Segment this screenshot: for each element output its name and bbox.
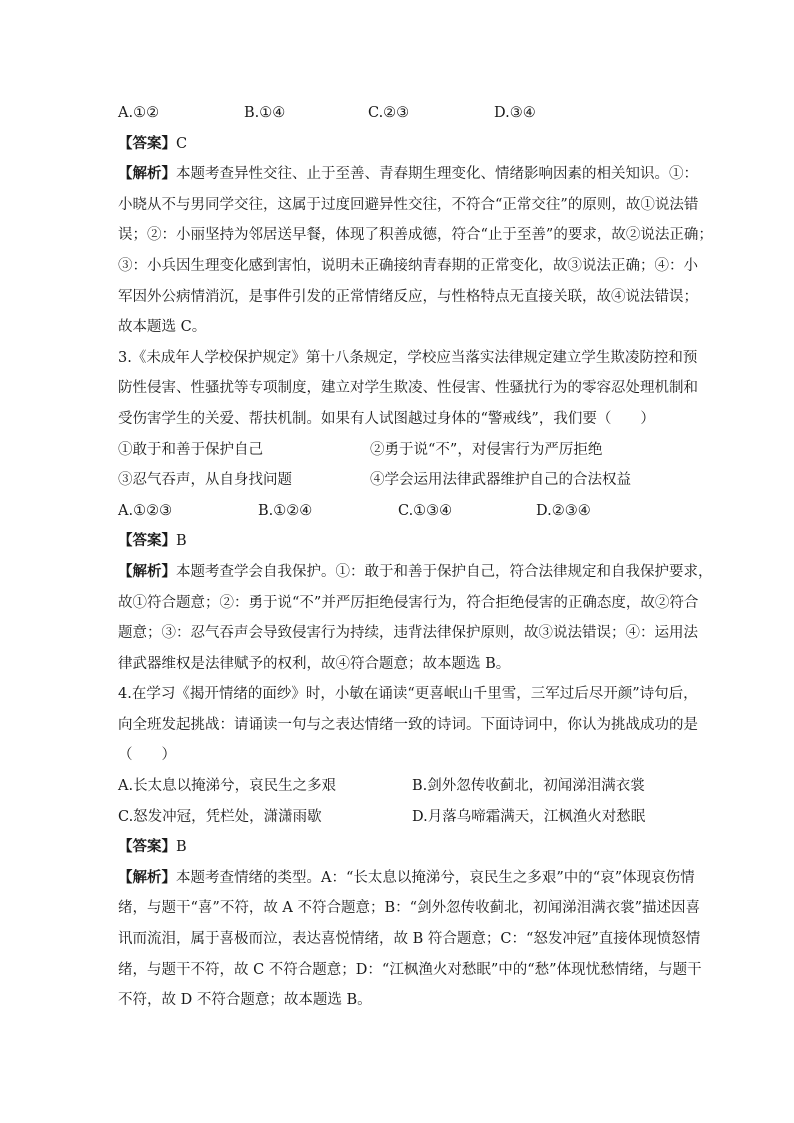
q3-stem-line: 防性侵害、性骚扰等专项制度，建立对学生欺凌、性侵害、性骚扰行为的零容忍处理机制和: [118, 380, 698, 397]
q2-analysis-line: 故本题选 C。: [118, 319, 207, 336]
analysis-text: 本题考查学会自我保护。①：敢于和善于保护自己，符合法律规定和自我保护要求，: [176, 563, 713, 580]
q2-option-a: A.①②: [118, 105, 160, 121]
answer-label: 【答案】: [118, 532, 176, 550]
analysis-text: 本题考查情绪的类型。A：“长太息以掩涕兮，哀民生之多艰”中的“哀”体现哀伤情: [176, 869, 695, 886]
q2-analysis-line: ③：小兵因生理变化感到害怕，说明未正确接纳青春期的正常变化，故③说法正确；④：小: [118, 257, 698, 274]
answer-value: C: [176, 135, 188, 152]
q4-option-a: A.长太息以掩涕兮，哀民生之多艰: [118, 778, 337, 795]
q3-item-3: ③忍气吞声，从自身找问题: [118, 472, 292, 489]
q2-option-c: C.②③: [368, 105, 410, 121]
q4-option-b: B.剑外忽传收蓟北，初闻涕泪满衣裳: [412, 778, 645, 795]
q3-stem-line: 3.《未成年人学校保护规定》第十八条规定，学校应当落实法律规定建立学生欺凌防控和预: [118, 349, 698, 366]
q3-option-b: B.①②④: [258, 502, 313, 519]
q2-analysis-line: 军因外公病情消沉，是事件引发的正常情绪反应，与性格特点无直接关联，故④说法错误；: [118, 288, 698, 305]
q2-option-d: D.③④: [494, 105, 536, 121]
q4-analysis-line: 讯而流泪，属于喜极而泣，表达喜悦情绪，故 B 符合题意；C：“怒发冲冠”直接体现愤怒情: [118, 931, 701, 948]
q3-option-d: D.②③④: [536, 502, 591, 519]
answer-value: B: [176, 533, 187, 550]
q2-analysis-line: 误；②：小丽坚持为邻居送早餐，体现了积善成德，符合“止于至善”的要求，故②说法正确；: [118, 227, 713, 244]
q3-stem-line: 受伤害学生的关爱、帮扶机制。如果有人试图越过身体的“警戒线”，我们要（ ）: [118, 410, 655, 427]
q4-analysis-line: 绪，与题干不符，故 C 不符合题意；D：“江枫渔火对愁眠”中的“愁”体现忧愁情绪，与题干: [118, 961, 702, 978]
q3-answer: [118, 526, 680, 557]
q2-option-b: B.①④: [244, 105, 286, 121]
analysis-label: 【解析】: [118, 868, 176, 886]
q3-option-c: C.①③④: [398, 502, 453, 519]
q3-option-a: A.①②③: [118, 502, 173, 519]
analysis-label: 【解析】: [118, 562, 176, 580]
q4-options-row: [118, 771, 680, 802]
answer-value: B: [176, 839, 187, 856]
q4-options-row: [118, 802, 680, 833]
q2-analysis-line: [118, 159, 698, 190]
document-page: [118, 98, 713, 1016]
answer-label: 【答案】: [118, 838, 176, 856]
q2-analysis-line: 小晓从不与男同学交往，这属于过度回避异性交往，不符合“正常交往”的原则，故①说法错: [118, 196, 699, 213]
q4-analysis-line: 绪，与题干“喜”不符，故 A 不符合题意；B：“剑外忽传收蓟北，初闻涕泪满衣裳”描述因喜: [118, 900, 700, 917]
q4-answer: [118, 832, 680, 863]
q3-analysis-line: [118, 557, 713, 588]
q3-analysis-line: 故①符合题意；②：勇于说“不”并严厉拒绝侵害行为，符合拒绝侵害的正确态度，故②符合: [118, 594, 699, 611]
q3-item-4: ④学会运用法律武器维护自己的合法权益: [370, 472, 631, 489]
q3-options: [118, 496, 680, 527]
q4-analysis-line: 不符，故 D 不符合题意；故本题选 B。: [118, 992, 372, 1009]
q4-option-d: D.月落乌啼霜满天，江枫渔火对愁眠: [412, 808, 646, 825]
q3-analysis-line: 律武器维权是法律赋予的权利，故④符合题意；故本题选 B。: [118, 655, 511, 672]
q3-items-row: [118, 465, 680, 496]
q3-item-2: ②勇于说“不”，对侵害行为严厉拒绝: [370, 441, 603, 458]
q3-items-row: [118, 435, 680, 466]
analysis-text: 本题考查异性交往、止于至善、青春期生理变化、情绪影响因素的相关知识。①：: [176, 166, 698, 183]
q4-option-c: C.怒发冲冠，凭栏处，潇潇雨歇: [118, 808, 322, 825]
q3-analysis-line: 题意；③：忍气吞声会导致侵害行为持续，违背法律保护原则，故③说法错误；④：运用法: [118, 625, 698, 642]
q4-stem-line: 向全班发起挑战：请诵读一句与之表达情绪一致的诗词。下面诗词中，你认为挑战成功的是: [118, 716, 698, 733]
q4-stem-line: 4.在学习《揭开情绪的面纱》时，小敏在诵读“更喜岷山千里雪，三军过后尽开颜”诗句后，: [118, 686, 698, 703]
analysis-label: 【解析】: [118, 165, 176, 183]
q3-item-1: ①敢于和善于保护自己: [118, 441, 263, 458]
answer-label: 【答案】: [118, 134, 176, 152]
q4-analysis-line: [118, 863, 695, 894]
q2-options: [118, 98, 680, 129]
q2-answer: [118, 129, 680, 160]
q4-stem-line: （ ）: [118, 747, 176, 764]
